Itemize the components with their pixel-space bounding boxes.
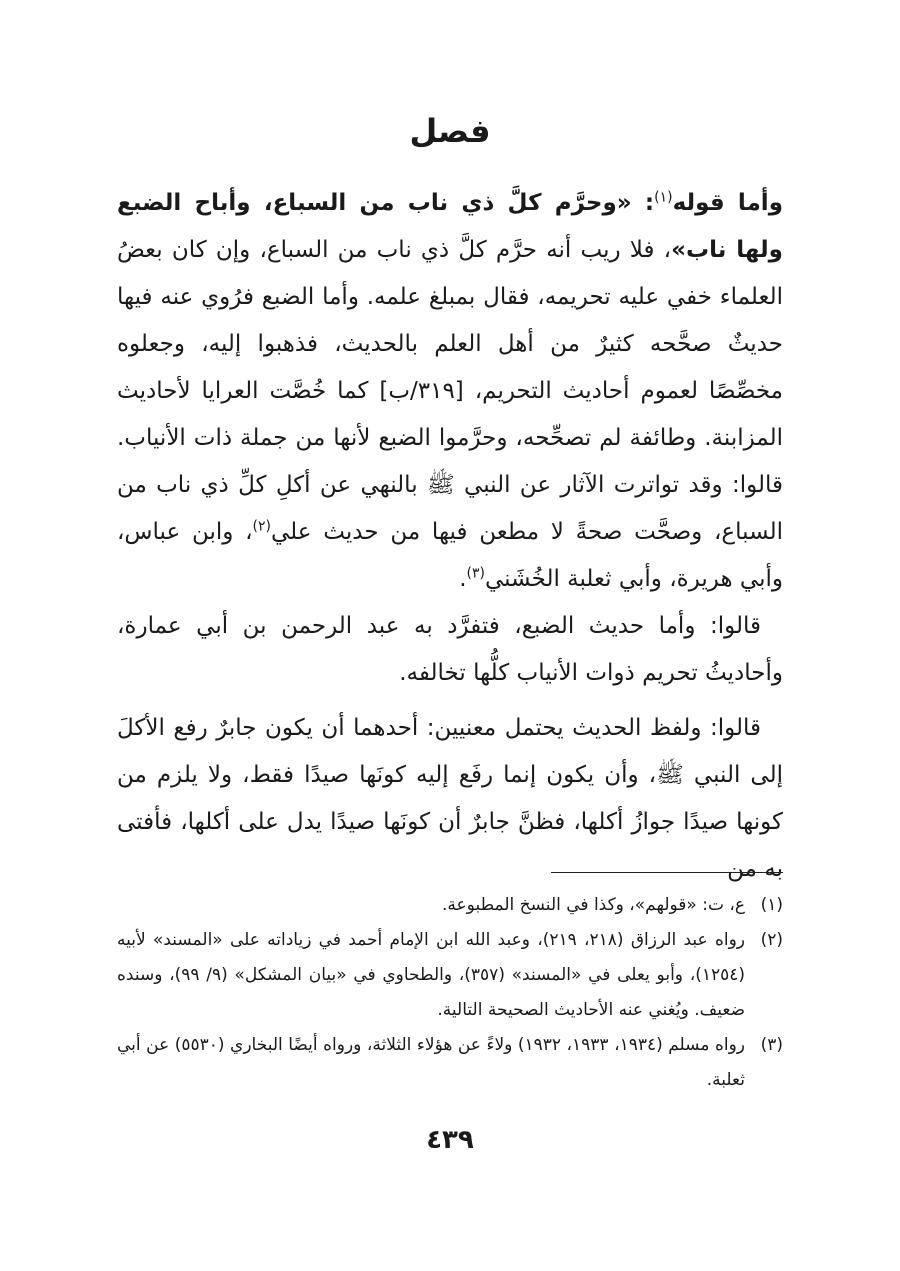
paragraph-1-text-b: ، وابن عباس، وأبي هريرة، وأبي ثعلبة الخُشَني [117, 519, 783, 592]
footnote-ref-2[interactable]: (٢) [252, 518, 272, 535]
footnote-text: رواه عبد الرزاق (٢١٨، ٢١٩)، وعبد الله ابن الإمام أحمد في زياداته على «المسند» لأبيه (١٢٥٤)، وأبو يعلى في «المسند» (٣٥٧)، والطحاوي في «بيان المشكل» (٩/ ٩٩)، وسنده ضعيف. ويُغني عنه الأحاديث الصحيحة التالية. [117, 930, 746, 1020]
paragraph-1-text-a: ، فلا ريب أنه حرَّم كلَّ ذي ناب من السباع، وإن كان بعضُ العلماء خفي عليه تحريمه، فقال بمبلغ علمه. وأما الضبع فرُوي عنه فيها حديثٌ صحَّحه كثيرٌ من أهل العلم بالحديث، فذهبوا إليه، وجعلوه مخصِّصًا لعموم أحاديث التحريم، [٣١٩/ب] كما خُصَّت العرايا لأحاديث المزابنة. وطائفة لم تصحِّحه، وحرَّموا الضبع لأنها من جملة ذات الأنياب. قالوا: وقد تواترت الآثار عن النبي ﷺ بالنهي عن أكلِ كلِّ ذي ناب من السباع، وصحَّت صحةً لا مطعن فيها من حديث علي [117, 237, 784, 545]
footnote-2 [117, 923, 783, 1028]
paragraph-2 [117, 603, 783, 697]
footnote-text: ع، ت: «قولهم»، وكذا في النسخ المطبوعة. [442, 895, 745, 915]
section-title: فصل [409, 112, 491, 150]
footnote-ref-3[interactable]: (٣) [466, 565, 485, 582]
colon: : [631, 190, 655, 216]
footnote-3 [117, 1028, 783, 1098]
paragraph-1 [117, 180, 783, 603]
footnote-number: (٣) [760, 1035, 783, 1055]
footnote-number: (١) [760, 895, 783, 915]
paragraph-1-text-c: . [459, 566, 467, 592]
footnote-1 [117, 888, 783, 923]
paragraph-2-text: قالوا: وأما حديث الضبع، فتفرَّد به عبد الرحمن بن أبي عمارة، وأحاديثُ تحريم ذوات الأنياب كلُّها تخالفه. [117, 613, 783, 686]
paragraph-3 [117, 705, 783, 893]
paragraph-3-text: قالوا: ولفظ الحديث يحتمل معنيين: أحدهما أن يكون جابرٌ رفع الأكلَ إلى النبي ﷺ، وأن يكون إنما رفَع إليه كونَها صيدًا فقط، ولا يلزم من كونها صيدًا جوازُ أكلها، فظنَّ جابرٌ أن كونَها صيدًا يدل على أكلها، فأفتى به من [117, 715, 783, 882]
footnote-divider [551, 872, 783, 873]
quoted-hadith: «وحرَّم كلَّ ذي ناب من السباع، وأباح الضبع ولها ناب» [117, 190, 783, 263]
page-number: ٤٣٩ [426, 1125, 474, 1155]
footnote-ref-1[interactable]: (١) [654, 189, 673, 206]
footnote-number: (٢) [760, 930, 783, 950]
footnotes [117, 888, 783, 1098]
footnote-text: رواه مسلم (١٩٣٤، ١٩٣٣، ١٩٣٢) ولاءً عن هؤلاء الثلاثة، ورواه أيضًا البخاري (٥٥٣٠) عن أبي ثعلبة. [117, 1035, 746, 1090]
lead-phrase: وأما قوله [672, 190, 783, 216]
